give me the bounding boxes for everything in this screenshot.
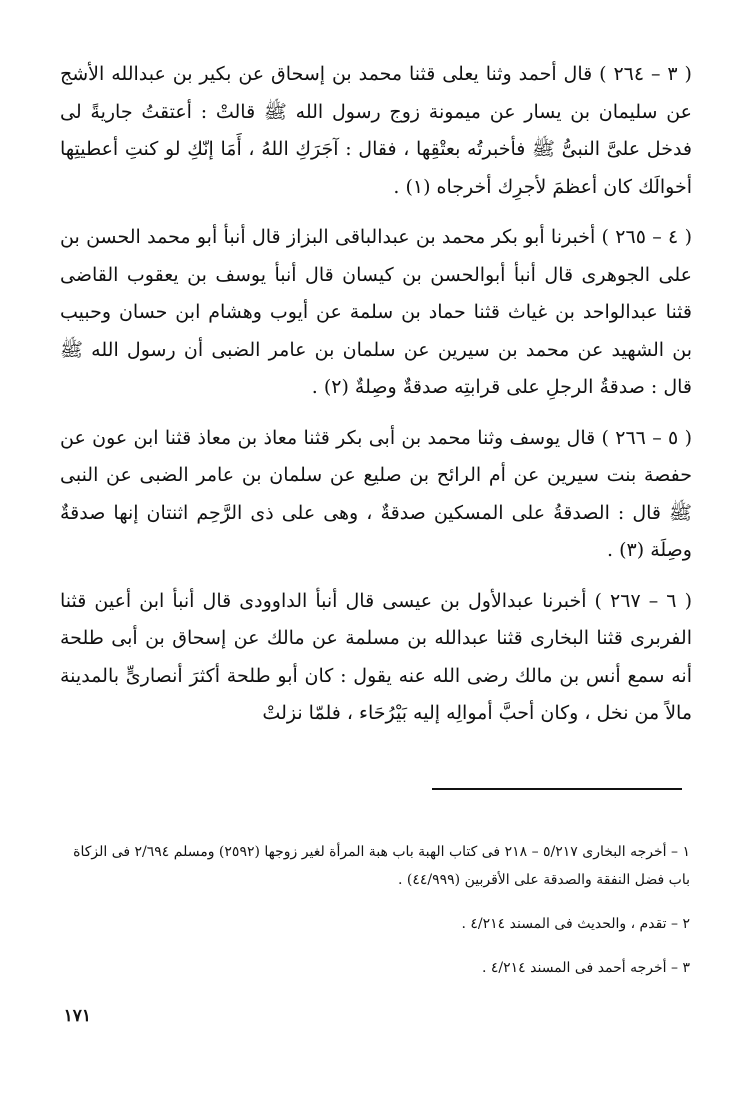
hadith-entry-264: ( ٣ – ٢٦٤ ) قال أحمد وثنا يعلى قثنا محمد بن إسحاق عن بكير بن عبدالله الأشج عن سليمان بن يسار عن ميمونة زوج رسول الله ﷺ قالتْ : أعتقتُ جاريةً لى فدخل علىَّ النبىُّ ﷺ فأخبرتُه بعتْقِها ، فقال : آجَرَكِ اللهُ ، أَمَا إنّكِ لو كنتِ أعطيتِها أخوالَك كان أعظمَ لأجرِك أخرجاه (١) . bbox=[60, 63, 692, 198]
hadith-entry-267: ( ٦ – ٢٦٧ ) أخبرنا عبدالأول بن عيسى قال أنبأ الداوودى قال أنبأ ابن أعين قثنا الفربرى قثنا البخارى قثنا عبدالله بن مسلمة عن مالك عن إسحاق بن أبى طلحة أنه سمع أنس بن مالك رضى الله عنه يقول : كان أبو طلحة أكثرَ أنصارىٍّ بالمدينة مالاً من نخل ، وكان أحبَّ أموالِه إليه بَيْرُحَاء ، فلمّا نزلتْ bbox=[60, 589, 692, 724]
footnote-2: ٢ – تقدم ، والحديث فى المسند ٤/٢١٤ . bbox=[461, 916, 690, 932]
hadith-entry-265: ( ٤ – ٢٦٥ ) أخبرنا أبو بكر محمد بن عبدالباقى البزاز قال أنبأ أبو محمد الحسن بن على الجوهرى قال أنبأ أبوالحسن بن كيسان قال أنبأ يوسف بن يعقوب القاضى قثنا عبدالواحد بن غياث قثنا حماد بن سلمة عن أيوب وهشام ابن حسان وحبيب بن الشهيد عن محمد بن سيرين عن سلمان بن عامر الضبى أن رسول الله ﷺ قال : صدقةُ الرجلِ على قرابتِه صدقةٌ وصِلةٌ (٢) . bbox=[60, 226, 692, 398]
footnote-1: ١ – أخرجه البخارى ٥/٢١٧ – ٢١٨ فى كتاب الهبة باب هبة المرأة لغير زوجها (٢٥٩٢) ومسلم ٢/٦٩٤ فى الزكاة باب فضل النفقة والصدقة على الأقربين (٤٤/٩٩٩) . bbox=[73, 844, 690, 888]
footnotes bbox=[60, 838, 690, 982]
hadith-entry-266: ( ٥ – ٢٦٦ ) قال يوسف وثنا محمد بن أبى بكر قثنا معاذ بن معاذ قثنا ابن عون عن حفصة بنت سيرين عن أم الرائح بن صليع عن سلمان بن عامر الضبى عن النبى ﷺ قال : الصدقةُ على المسكين صدقةٌ ، وهى على ذى الرَّحِم اثنتان إنها صدقةٌ وصِلَة (٣) . bbox=[60, 426, 692, 561]
footnote-divider bbox=[432, 788, 682, 790]
footnote-3: ٣ – أخرجه أحمد فى المسند ٤/٢١٤ . bbox=[481, 960, 690, 976]
page-number: ١٧١ bbox=[63, 1006, 91, 1026]
main-text bbox=[60, 56, 692, 746]
